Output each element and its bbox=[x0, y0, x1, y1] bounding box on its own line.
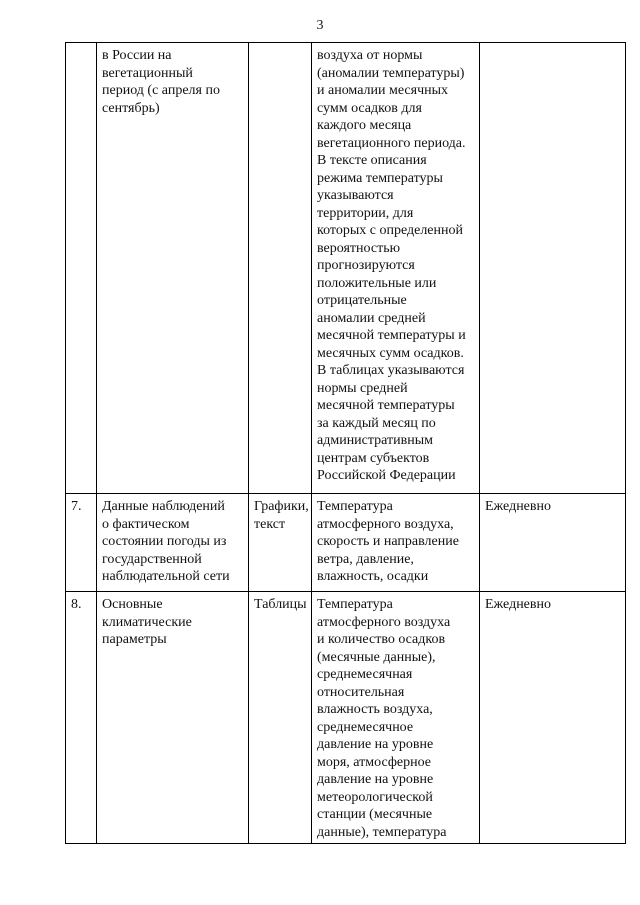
name-cell: Основные климатические параметры bbox=[97, 592, 249, 844]
format-cell bbox=[249, 43, 312, 494]
data-table bbox=[65, 42, 626, 844]
row-number-cell: 8. bbox=[66, 592, 97, 844]
row-number-cell: 7. bbox=[66, 494, 97, 592]
table-row bbox=[66, 592, 626, 844]
format-cell: Графики, текст bbox=[249, 494, 312, 592]
description-cell: воздуха от нормы (аномалии температуры) и аномалии месячных сумм осадков для каждого месяца вегетационного периода. В тексте описания режима температуры указываются территории, для которых с определенной вероятностью прогнозируются положительные или отрицательные аномалии средней месячной температуры и месячных сумм осадков. В таблицах указываются нормы средней месячной температуры за каждый месяц по административным центрам субъектов Российской Федерации bbox=[312, 43, 480, 494]
name-cell: Данные наблюдений о фактическом состоянии погоды из государственной наблюдательной сети bbox=[97, 494, 249, 592]
frequency-cell: Ежедневно bbox=[480, 494, 626, 592]
frequency-cell bbox=[480, 43, 626, 494]
table-row bbox=[66, 43, 626, 494]
format-cell: Таблицы bbox=[249, 592, 312, 844]
frequency-cell: Ежедневно bbox=[480, 592, 626, 844]
description-cell: Температура атмосферного воздуха и количество осадков (месячные данные), среднемесячная относительная влажность воздуха, среднемесячное давление на уровне моря, атмосферное давление на уровне метеорологической станции (месячные данные), температура bbox=[312, 592, 480, 844]
table-row bbox=[66, 494, 626, 592]
description-cell: Температура атмосферного воздуха, скорость и направление ветра, давление, влажность, осадки bbox=[312, 494, 480, 592]
row-number-cell bbox=[66, 43, 97, 494]
page-number: 3 bbox=[316, 18, 324, 33]
name-cell: в России на вегетационный период (с апреля по сентябрь) bbox=[97, 43, 249, 494]
